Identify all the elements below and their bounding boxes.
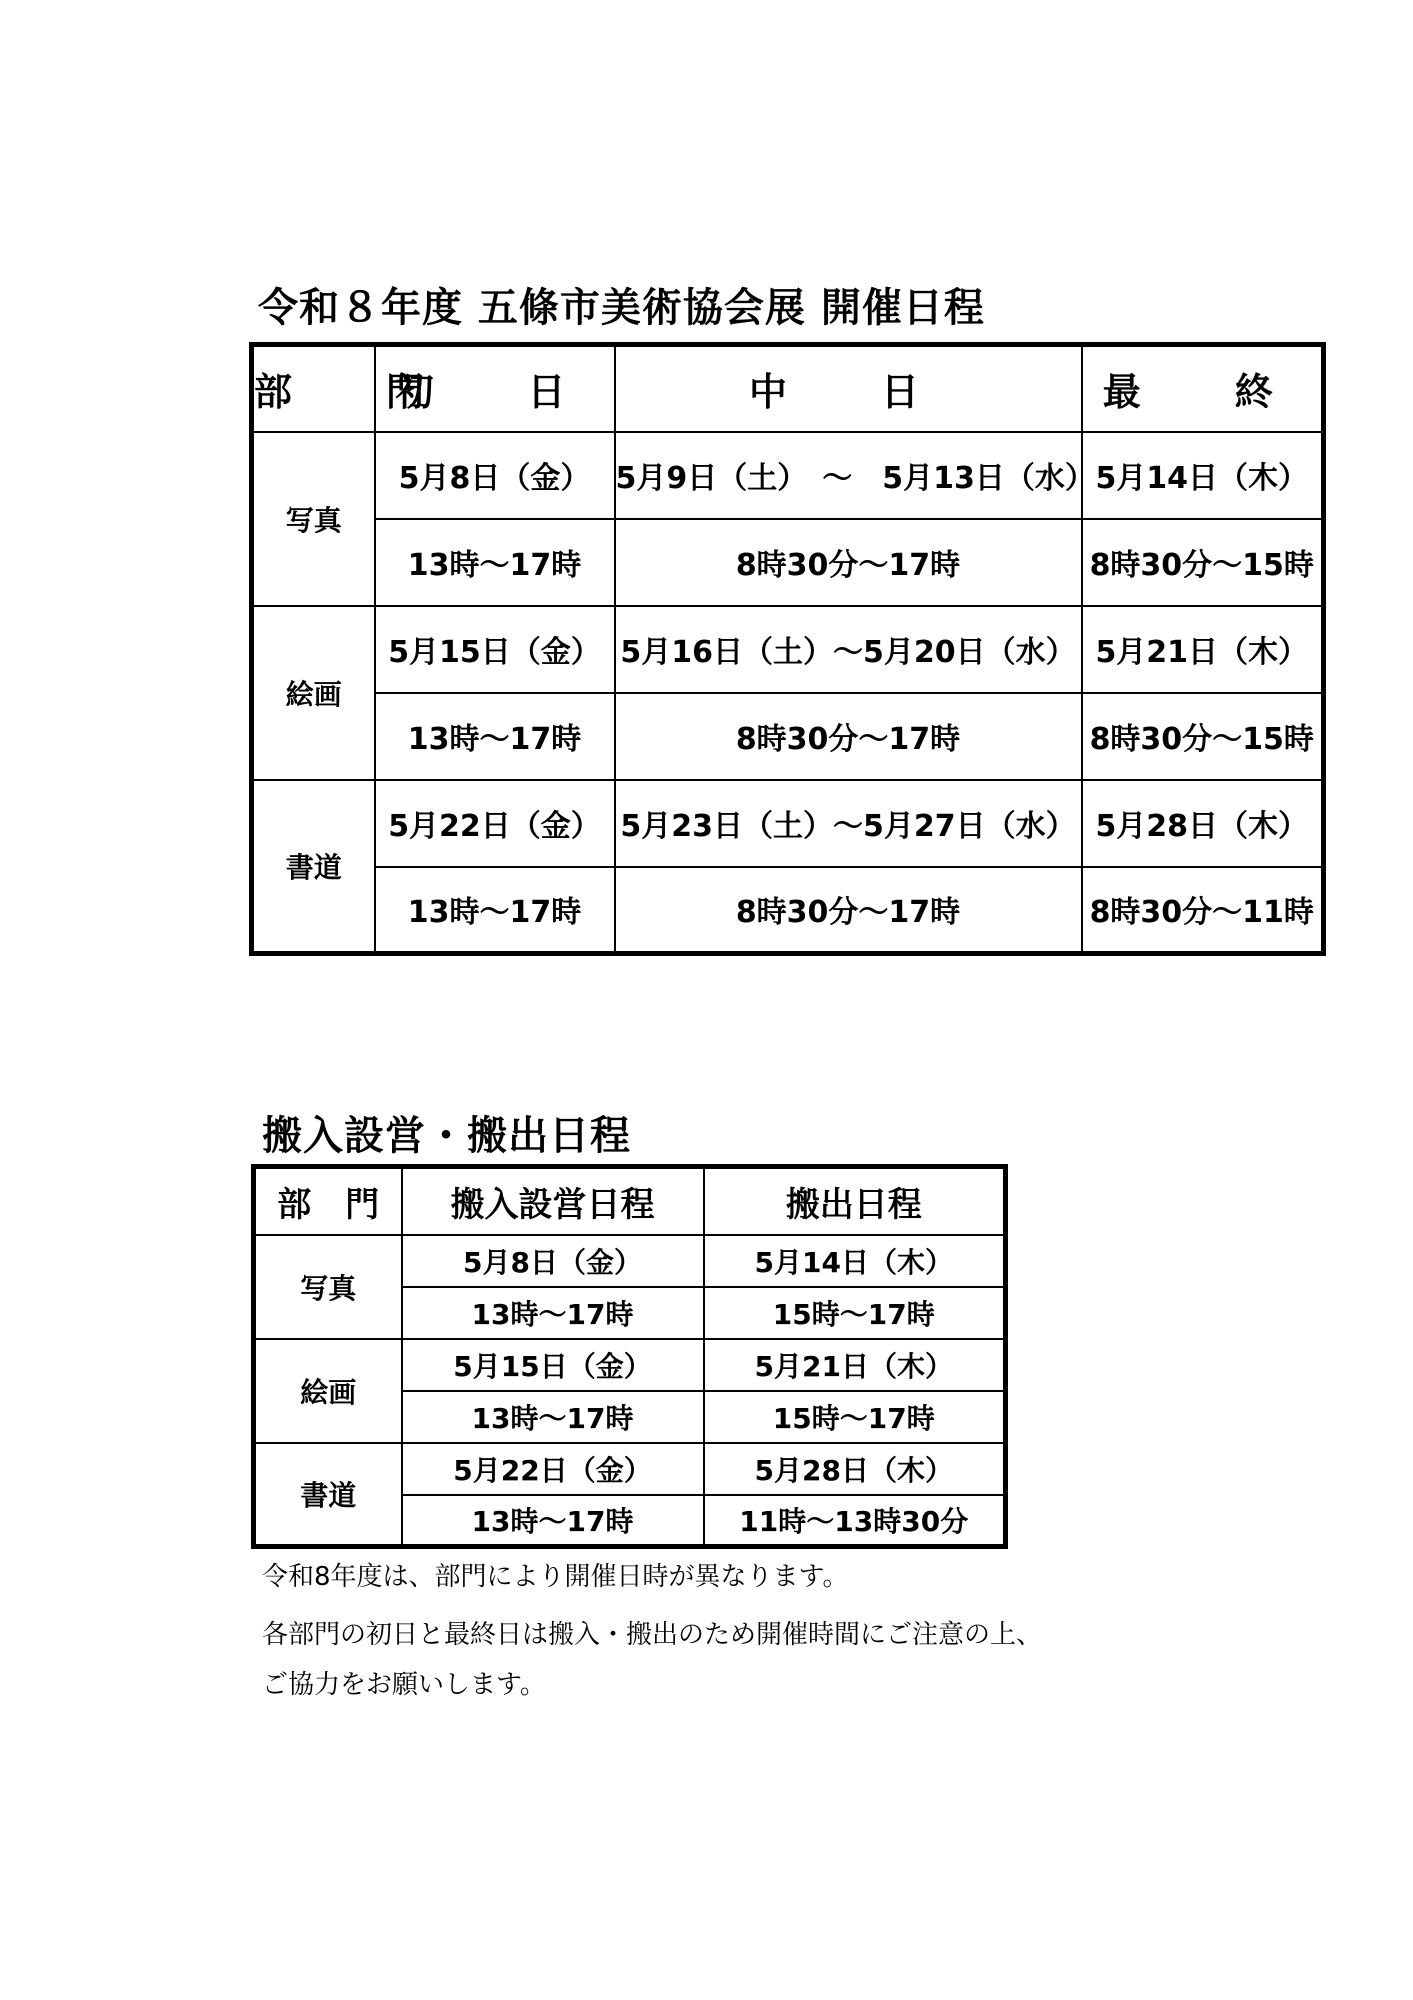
header-department: 部 門 [254, 1167, 402, 1235]
table-row [252, 519, 1324, 606]
header-removal: 搬出日程 [704, 1167, 1006, 1235]
table-row [252, 867, 1324, 954]
department-cell: 写真 [254, 1235, 402, 1339]
department-cell: 絵画 [254, 1339, 402, 1443]
header-last-day: 最 終 [1082, 345, 1324, 432]
setup-time-cell: 13時～17時 [402, 1495, 704, 1547]
setup-time-cell: 13時～17時 [402, 1391, 704, 1443]
setup-date-cell: 5月15日（金） [402, 1339, 704, 1391]
table-row [252, 606, 1324, 693]
setup-date-cell: 5月8日（金） [402, 1235, 704, 1287]
setup-date-cell: 5月22日（金） [402, 1443, 704, 1495]
table-row [254, 1443, 1006, 1495]
first-date-cell: 5月22日（金） [375, 780, 615, 867]
first-time-cell: 13時～17時 [375, 693, 615, 780]
header-department: 部 門 [252, 345, 375, 432]
table-row [252, 780, 1324, 867]
department-cell: 書道 [254, 1443, 402, 1547]
middle-date-cell: 5月9日（土） ～ 5月13日（水） [615, 432, 1082, 519]
department-cell: 写真 [252, 432, 375, 606]
middle-date-cell: 5月23日（土）～5月27日（水） [615, 780, 1082, 867]
first-time-cell: 13時～17時 [375, 867, 615, 954]
setup-time-cell: 13時～17時 [402, 1287, 704, 1339]
setup-title: 搬入設営・搬出日程 [262, 1113, 631, 1159]
header-setup: 搬入設営日程 [402, 1167, 704, 1235]
middle-time-cell: 8時30分～17時 [615, 693, 1082, 780]
schedule-title: 令和８年度 五條市美術協会展 開催日程 [258, 285, 985, 331]
removal-date-cell: 5月14日（木） [704, 1235, 1006, 1287]
last-date-cell: 5月14日（木） [1082, 432, 1324, 519]
removal-time-cell: 15時～17時 [704, 1287, 1006, 1339]
first-date-cell: 5月15日（金） [375, 606, 615, 693]
note-line: 令和8年度は、部門により開催日時が異なります。 [262, 1562, 849, 1592]
header-middle-days: 中 日 [615, 345, 1082, 432]
last-time-cell: 8時30分～15時 [1082, 693, 1324, 780]
last-date-cell: 5月21日（木） [1082, 606, 1324, 693]
setup-schedule-table [251, 1164, 1008, 1549]
last-date-cell: 5月28日（木） [1082, 780, 1324, 867]
removal-date-cell: 5月21日（木） [704, 1339, 1006, 1391]
middle-time-cell: 8時30分～17時 [615, 867, 1082, 954]
table-header-row [252, 345, 1324, 432]
table-header-row [254, 1167, 1006, 1235]
removal-date-cell: 5月28日（木） [704, 1443, 1006, 1495]
note-line: ご協力をお願いします。 [262, 1670, 546, 1700]
first-time-cell: 13時～17時 [375, 519, 615, 606]
removal-time-cell: 11時～13時30分 [704, 1495, 1006, 1547]
exhibition-schedule-table [249, 342, 1326, 956]
table-row [254, 1235, 1006, 1287]
note-line: 各部門の初日と最終日は搬入・搬出のため開催時間にご注意の上、 [262, 1620, 1043, 1650]
last-time-cell: 8時30分～15時 [1082, 519, 1324, 606]
table-row [252, 693, 1324, 780]
table-row [254, 1339, 1006, 1391]
removal-time-cell: 15時～17時 [704, 1391, 1006, 1443]
middle-date-cell: 5月16日（土）～5月20日（水） [615, 606, 1082, 693]
middle-time-cell: 8時30分～17時 [615, 519, 1082, 606]
header-first-day: 初 日 [375, 345, 615, 432]
last-time-cell: 8時30分～11時 [1082, 867, 1324, 954]
department-cell: 絵画 [252, 606, 375, 780]
first-date-cell: 5月8日（金） [375, 432, 615, 519]
table-row [252, 432, 1324, 519]
department-cell: 書道 [252, 780, 375, 954]
